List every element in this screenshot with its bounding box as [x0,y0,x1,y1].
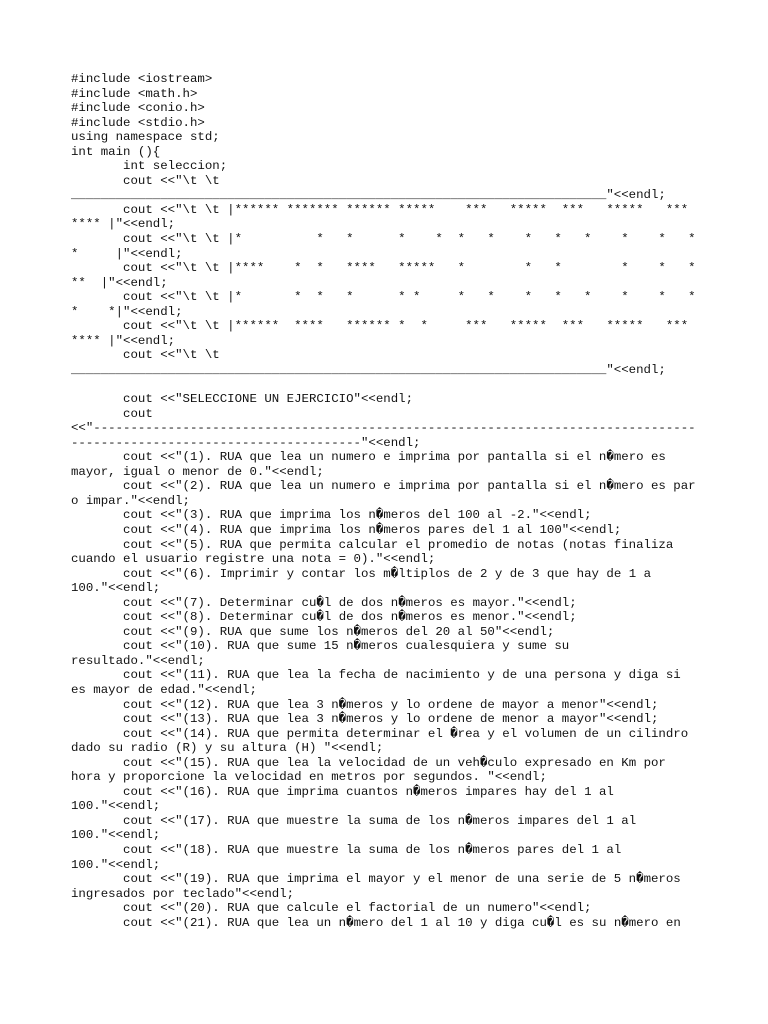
code-line: o impar."<<endl; [71,493,190,508]
code-line: cout <<"SELECCIONE UN EJERCICIO"<<endl; [71,392,414,407]
code-line [71,377,701,392]
code-line: cout <<"(17). RUA que muestre la suma de los n�meros impares del 1 al [71,813,637,828]
code-line: hora y proporcione la velocidad en metros por segundos. "<<endl; [71,770,547,785]
code-line: cout <<"(21). RUA que lea un n�mero del 1 al 10 y diga cu�l es su n�mero en [71,915,681,930]
code-line: #include <stdio.h> [71,115,205,130]
code-line: cout <<"(3). RUA que imprima los n�meros del 100 al -2."<<endl; [71,508,592,523]
code-line: cout <<"\t \t [71,173,220,188]
code-line: 100."<<endl; [71,799,161,814]
code-line: cout <<"(15). RUA que lea la velocidad de un veh�culo expresado en Km por [71,755,666,770]
code-line: cout <<"(12). RUA que lea 3 n�meros y lo ordene de mayor a menor"<<endl; [71,697,659,712]
code-line: cout <<"(6). Imprimir y contar los m�ltiplos de 2 y de 3 que hay de 1 a [71,566,652,581]
code-line: * *|"<<endl; [71,304,183,319]
code-line: using namespace std; [71,130,220,145]
code-line: cout <<"\t \t |* * * * * * * * * * * * * [71,232,696,247]
code-line: cout <<"(2). RUA que lea un numero e imprima por pantalla si el n�mero es par [71,479,696,494]
code-line: resultado."<<endl; [71,653,205,668]
code-line: dado su radio (R) y su altura (H) "<<endl; [71,741,384,756]
code-line: cout <<"(4). RUA que imprima los n�meros pares del 1 al 100"<<endl; [71,522,622,537]
code-line: cout <<"(13). RUA que lea 3 n�meros y lo ordene de menor a mayor"<<endl; [71,712,659,727]
code-line: ** |"<<endl; [71,275,168,290]
code-line: ---------------------------------------"<<endl; [71,435,421,450]
code-line: cout [71,406,153,421]
code-line: * |"<<endl; [71,246,183,261]
code-line: #include <math.h> [71,86,198,101]
code-line: es mayor de edad."<<endl; [71,682,257,697]
code-line: cout <<"(8). Determinar cu�l de dos n�meros es menor."<<endl; [71,610,577,625]
code-line: int seleccion; [71,159,228,174]
code-line: cout <<"(10). RUA que sume 15 n�meros cualesquiera y sume su [71,639,570,654]
code-line: #include <iostream> [71,72,213,86]
code-line: cout <<"(1). RUA que lea un numero e imprima por pantalla si el n�mero es [71,450,666,465]
code-line: cout <<"\t \t [71,348,220,363]
code-line: **** |"<<endl; [71,217,176,232]
code-line: cout <<"(16). RUA que imprima cuantos n�meros impares hay del 1 al [71,784,614,799]
code-line: **** |"<<endl; [71,333,176,348]
code-line: cout <<"(5). RUA que permita calcular el promedio de notas (notas finaliza [71,537,674,552]
code-line: <<"--------------------------------------------------------------------------------- [71,421,696,436]
code-line: cout <<"(19). RUA que imprima el mayor y el menor de una serie de 5 n�meros [71,872,681,887]
code-line: cout <<"(14). RUA que permita determinar el �rea y el volumen de un cilindro [71,726,689,741]
code-line: ________________________________________________________________________"<<endl; [71,362,666,377]
code-line: cout <<"(18). RUA que muestre la suma de los n�meros pares del 1 al [71,842,622,857]
code-line: ingresados por teclado"<<endl; [71,886,295,901]
code-line: int main (){ [71,144,161,159]
code-line: 100."<<endl; [71,828,161,843]
code-line: cuando el usuario registre una nota = 0)."<<endl; [71,552,436,567]
code-line: cout <<"\t \t |****** **** ****** * * *** ***** *** ***** *** [71,319,689,334]
code-listing [71,72,701,930]
code-line: cout <<"\t \t |****** ******* ****** ***** *** ***** *** ***** *** [71,202,689,217]
code-line: cout <<"(7). Determinar cu�l de dos n�meros es mayor."<<endl; [71,595,577,610]
code-line: cout <<"\t \t |**** * * **** ***** * * * * * * [71,261,696,276]
code-line: cout <<"\t \t |* * * * * * * * * * * * * * [71,290,696,305]
code-line: cout <<"(11). RUA que lea la fecha de nacimiento y de una persona y diga si [71,668,681,683]
code-line: 100."<<endl; [71,581,161,596]
code-line: cout <<"(20). RUA que calcule el factorial de un numero"<<endl; [71,901,592,916]
code-line: cout <<"(9). RUA que sume los n�meros del 20 al 50"<<endl; [71,624,555,639]
code-line: 100."<<endl; [71,857,161,872]
code-line: #include <conio.h> [71,101,205,116]
code-line: ________________________________________________________________________"<<endl; [71,188,666,203]
code-line: mayor, igual o menor de 0."<<endl; [71,464,324,479]
